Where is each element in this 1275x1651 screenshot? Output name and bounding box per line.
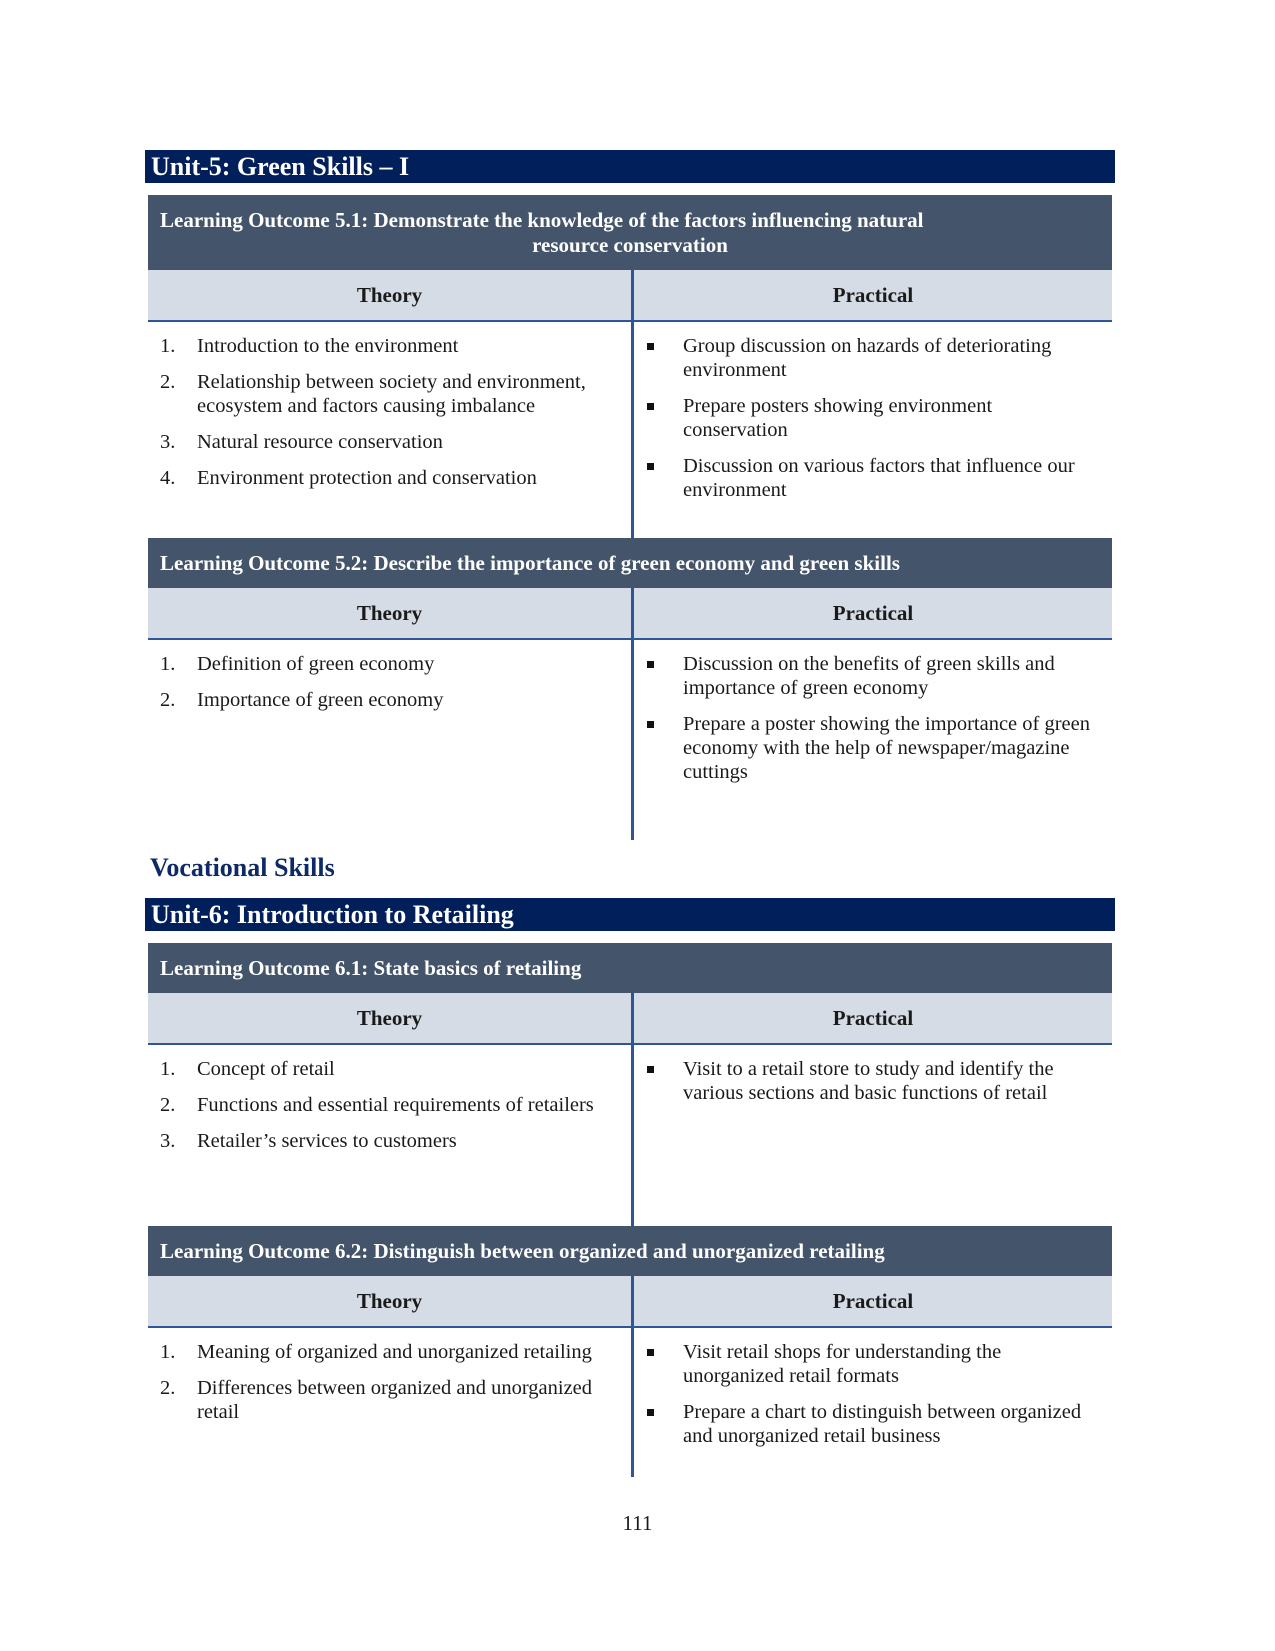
theory-column [148, 640, 634, 840]
theory-item: 3. Retailer’s services to customers [160, 1130, 457, 1152]
theory-column-header: Theory [148, 993, 634, 1043]
practical-column [634, 640, 1112, 840]
practical-column-header: Practical [832, 1005, 914, 1030]
header-line-1: Learning Outcome 6.1: State basics of retailing [160, 955, 582, 980]
content-row [148, 1328, 1112, 1477]
header-line-2: resource conservation [532, 232, 728, 257]
practical-item: Discussion on the benefits of green skills and importance of green economy [646, 652, 1100, 700]
theory-column [148, 322, 634, 538]
unit-6-banner: Unit-6: Introduction to Retailing [145, 898, 1115, 931]
content-row [148, 322, 1112, 538]
vocational-skills-heading: Vocational Skills [150, 853, 335, 882]
column-header-row [148, 588, 1112, 640]
learning-outcome-header [148, 943, 1112, 993]
theory-column-header: Theory [148, 270, 634, 320]
square-bullet-icon [647, 1349, 654, 1356]
practical-item: Visit to a retail store to study and identify the various sections and basic functions of retail [646, 1057, 1100, 1105]
theory-column-header: Theory [148, 1276, 634, 1326]
learning-outcome-header [148, 538, 1112, 588]
learning-outcome-6-1 [148, 943, 1112, 1226]
theory-item: 1. Concept of retail [160, 1058, 335, 1080]
learning-outcome-5-2 [148, 538, 1112, 840]
practical-item: Group discussion on hazards of deteriorating environment [646, 334, 1100, 382]
practical-column-header: Practical [832, 1288, 914, 1313]
practical-item: Visit retail shops for understanding the unorganized retail formats [646, 1340, 1100, 1388]
column-header-row [148, 270, 1112, 322]
learning-outcome-6-2 [148, 1226, 1112, 1477]
theory-item: 2. Relationship between society and environment, ecosystem and factors causing imbalance [160, 371, 586, 417]
theory-column [148, 1328, 634, 1477]
square-bullet-icon [647, 661, 654, 668]
theory-item: 2. Functions and essential requirements of retailers [160, 1094, 594, 1116]
practical-column-header: Practical [832, 600, 914, 625]
square-bullet-icon [647, 1066, 654, 1073]
square-bullet-icon [647, 343, 654, 350]
square-bullet-icon [647, 463, 654, 470]
practical-column [634, 1045, 1112, 1226]
practical-column [634, 1328, 1112, 1477]
practical-item: Prepare a poster showing the importance of green economy with the help of newspaper/magazine cuttings [646, 712, 1100, 784]
practical-item: Prepare posters showing environment conservation [646, 394, 1100, 442]
theory-item: 3. Natural resource conservation [160, 431, 443, 453]
theory-item: 2. Differences between organized and unorganized retail [160, 1377, 593, 1423]
practical-item: Prepare a chart to distinguish between organized and unorganized retail business [646, 1400, 1100, 1448]
page-number: 111 [622, 1511, 653, 1535]
content-row [148, 1045, 1112, 1226]
learning-outcome-header [148, 195, 1112, 270]
practical-column-header: Practical [832, 282, 914, 307]
header-line-1: Learning Outcome 5.1: Demonstrate the knowledge of the factors influencing natural [160, 207, 924, 232]
content-row [148, 640, 1112, 840]
header-line-1: Learning Outcome 6.2: Distinguish between organized and unorganized retailing [160, 1238, 885, 1263]
theory-item: 1. Definition of green economy [160, 653, 435, 675]
column-header-row [148, 993, 1112, 1045]
theory-item: 1. Meaning of organized and unorganized retailing [160, 1341, 592, 1363]
column-header-row [148, 1276, 1112, 1328]
square-bullet-icon [647, 721, 654, 728]
learning-outcome-5-1 [148, 195, 1112, 538]
theory-item: 4. Environment protection and conservation [160, 467, 537, 489]
theory-item: 1. Introduction to the environment [160, 335, 459, 357]
practical-item: Discussion on various factors that influence our environment [646, 454, 1100, 502]
theory-item: 2. Importance of green economy [160, 689, 444, 711]
theory-column [148, 1045, 634, 1226]
header-line-1: Learning Outcome 5.2: Describe the importance of green economy and green skills [160, 550, 900, 575]
learning-outcome-header [148, 1226, 1112, 1276]
practical-column [634, 322, 1112, 538]
theory-column-header: Theory [148, 588, 634, 638]
square-bullet-icon [647, 403, 654, 410]
square-bullet-icon [647, 1409, 654, 1416]
unit-5-banner: Unit-5: Green Skills – I [145, 150, 1115, 183]
